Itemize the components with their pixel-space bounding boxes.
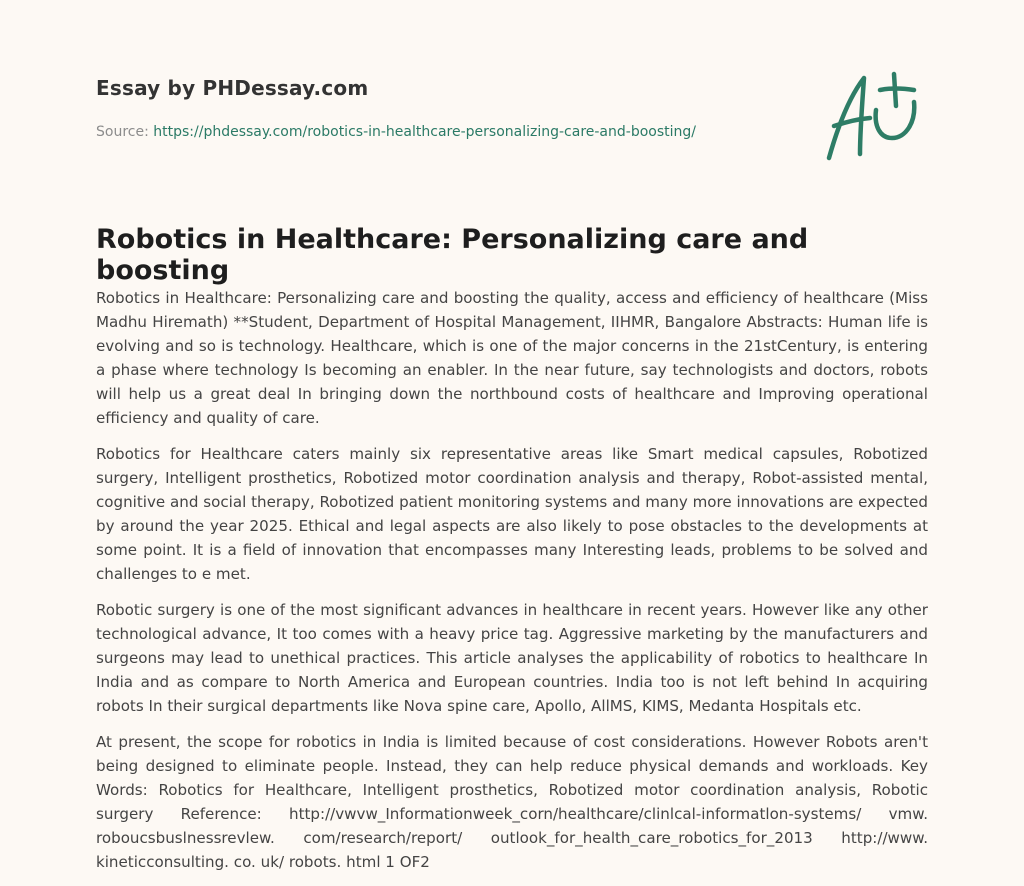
essay-body [96, 286, 928, 886]
source-link[interactable]: https://phdessay.com/robotics-in-healthcare-personalizing-care-and-boosting/ [153, 124, 696, 140]
essay-paragraph-2: Robotics for Healthcare caters mainly six representative areas like Smart medical capsules, Robotized surgery, Intelligent prosthetics, Robotized motor coordination analysis and therapy, Robot-assisted mental, cognitive and social therapy, Robotized patient monitoring systems and many more innovations are expected by around the year 2025. Ethical and legal aspects are also likely to pose obstacles to the developments at some point. It is a field of innovation that encompasses many Interesting leads, problems to be solved and challenges to e met. [96, 445, 928, 583]
essay-paragraph-3: Robotic surgery is one of the most significant advances in healthcare in recent years. However like any other technological advance, It too comes with a heavy price tag. Aggressive marketing by the manufacturers and surgeons may lead to unethical practices. This article analyses the applicability of robotics to healthcare In India and as compare to North America and European countries. India too is not left behind In acquiring robots In their surgical departments like Nova spine care, Apollo, AllMS, KIMS, Medanta Hospitals etc. [96, 601, 928, 715]
site-brand: Essay by PHDessay.com [96, 76, 369, 100]
site-header [96, 76, 796, 100]
a-plus-grade-icon [818, 66, 930, 166]
essay-title: Robotics in Healthcare: Personalizing care and boosting [96, 224, 809, 286]
essay-paragraph-4: At present, the scope for robotics in India is limited because of cost considerations. However Robots aren't being designed to eliminate people. Instead, they can help reduce physical demands and workloads. Key Words: Robotics for Healthcare, Intelligent prosthetics, Robotized motor coordination analysis, Robotic surgery Reference: http://vwvw_Informationweek_corn/healthcare/clinlcal-informatlon-systems/ vmw. roboucsbuslnessrevlew. com/research/report/ outlook_for_health_care_robotics_for_2013 http://www. kineticconsulting. co. uk/ robots. html 1 OF2 [96, 733, 928, 871]
source-line [96, 124, 696, 140]
essay-paragraph-1: Robotics in Healthcare: Personalizing care and boosting the quality, access and efficiency of healthcare (Miss Madhu Hiremath) **Student, Department of Hospital Management, IIHMR, Bangalore Abstracts: Human life is evolving and so is technology. Healthcare, which is one of the major concerns in the 21stCentury, is entering a phase where technology Is becoming an enabler. In the near future, say technologists and doctors, robots will help us a great deal In bringing down the northbound costs of healthcare and Improving operational efficiency and quality of care. [96, 289, 928, 427]
source-label: Source: [96, 124, 154, 140]
